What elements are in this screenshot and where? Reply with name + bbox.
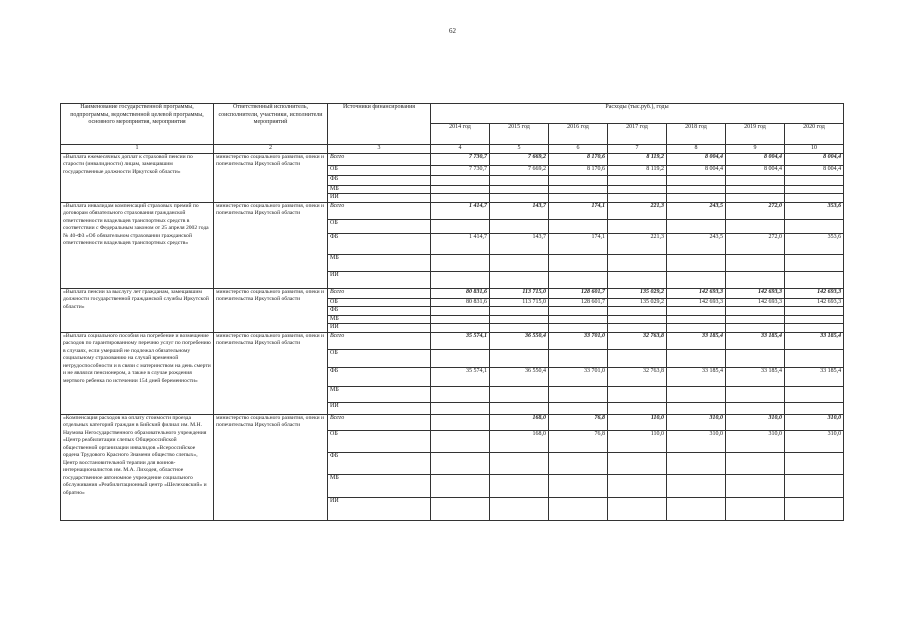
empty-cell: [608, 324, 667, 333]
empty-cell: [785, 194, 844, 203]
page-number: 62: [449, 27, 456, 35]
column-number: 10: [785, 145, 844, 154]
table-row: [61, 153, 844, 165]
empty-cell: [608, 402, 667, 414]
source-value: 33 701,0: [549, 367, 608, 386]
empty-cell: [549, 402, 608, 414]
financing-source: ОБ: [328, 219, 431, 233]
empty-cell: [726, 497, 785, 520]
total-value: 243,5: [667, 202, 726, 219]
total-value: 221,3: [608, 202, 667, 219]
empty-cell: [549, 219, 608, 233]
empty-cell: [608, 349, 667, 367]
total-value: 168,0: [490, 414, 549, 430]
empty-cell: [431, 271, 490, 288]
empty-cell: [667, 307, 726, 316]
source-value: 33 185,4: [726, 367, 785, 386]
empty-cell: [608, 219, 667, 233]
column-number: 8: [667, 145, 726, 154]
financing-source: МБ: [328, 315, 431, 324]
source-value: 32 763,8: [608, 367, 667, 386]
measure-executor: министерство социального развития, опеки и попечительства Иркутской области: [214, 202, 328, 288]
total-value: 128 601,7: [549, 288, 608, 298]
empty-cell: [726, 271, 785, 288]
source-value: 221,3: [608, 233, 667, 254]
col-header-expenses: Расходы (тыс.руб.), годы: [431, 104, 844, 124]
empty-cell: [549, 254, 608, 271]
empty-cell: [490, 324, 549, 333]
empty-cell: [785, 452, 844, 474]
total-value: 310,0: [785, 414, 844, 430]
financing-source: ОБ: [328, 430, 431, 452]
empty-cell: [608, 175, 667, 185]
empty-cell: [785, 386, 844, 402]
total-value: 7 730,7: [431, 153, 490, 165]
total-value: [431, 414, 490, 430]
measure-executor: министерство социального развития, опеки и попечительства Иркутской области: [214, 153, 328, 202]
source-value: 128 601,7: [549, 298, 608, 307]
financing-source: ИИ: [328, 497, 431, 520]
source-value: 142 693,3: [726, 298, 785, 307]
total-value: 8 170,6: [549, 153, 608, 165]
table-row: [61, 414, 844, 430]
total-value: 110,0: [608, 414, 667, 430]
total-value: 8 004,4: [667, 153, 726, 165]
total-value: 33 185,4: [785, 332, 844, 349]
total-value: 113 715,0: [490, 288, 549, 298]
financing-source: ФБ: [328, 233, 431, 254]
empty-cell: [726, 315, 785, 324]
measure-executor: министерство социального развития, опеки и попечительства Иркутской области: [214, 288, 328, 332]
source-value: 76,8: [549, 430, 608, 452]
source-value: 310,0: [726, 430, 785, 452]
empty-cell: [431, 307, 490, 316]
empty-cell: [431, 474, 490, 497]
empty-cell: [667, 315, 726, 324]
year-header: 2018 год: [667, 124, 726, 145]
empty-cell: [608, 254, 667, 271]
empty-cell: [726, 175, 785, 185]
measure-name: «Выплата социального пособия на погребение и возмещение расходов по гарантированному перечню услуг по погребению в случаях, если умерший не подлежал обязательному социальному страхованию на случай временной нетрудоспособности и в связи с материнством на день смерти и не являлся пенсионером, а также в случае рождения мертвого ребенка по истечении 154 дней беременности»: [61, 332, 214, 414]
total-value: 33 185,4: [667, 332, 726, 349]
financing-source: Всего: [328, 332, 431, 349]
empty-cell: [431, 315, 490, 324]
empty-cell: [726, 474, 785, 497]
empty-cell: [490, 219, 549, 233]
financing-source: ОБ: [328, 349, 431, 367]
source-value: 243,5: [667, 233, 726, 254]
empty-cell: [490, 497, 549, 520]
col-header-source: Источники финансирования: [328, 104, 431, 145]
financing-source: ИИ: [328, 194, 431, 203]
empty-cell: [785, 497, 844, 520]
financing-source: ИИ: [328, 402, 431, 414]
total-value: 33 701,0: [549, 332, 608, 349]
total-value: 135 029,2: [608, 288, 667, 298]
empty-cell: [431, 254, 490, 271]
empty-cell: [431, 219, 490, 233]
measure-name: «Выплата пенсии за выслугу лет гражданам, замещавшим должности государственной гражданской службы Иркутской области»: [61, 288, 214, 332]
total-value: 353,6: [785, 202, 844, 219]
total-value: 8 004,4: [726, 153, 785, 165]
financing-source: ФБ: [328, 175, 431, 185]
empty-cell: [667, 349, 726, 367]
financing-source: ФБ: [328, 307, 431, 316]
empty-cell: [726, 349, 785, 367]
total-value: 80 831,6: [431, 288, 490, 298]
empty-cell: [667, 474, 726, 497]
table-row: [61, 202, 844, 219]
financing-source: МБ: [328, 474, 431, 497]
table-row: [61, 332, 844, 349]
empty-cell: [667, 175, 726, 185]
empty-cell: [490, 349, 549, 367]
empty-cell: [490, 452, 549, 474]
empty-cell: [549, 497, 608, 520]
empty-cell: [549, 185, 608, 194]
year-header: 2017 год: [608, 124, 667, 145]
empty-cell: [667, 219, 726, 233]
empty-cell: [431, 452, 490, 474]
empty-cell: [667, 185, 726, 194]
total-value: 33 185,4: [726, 332, 785, 349]
empty-cell: [608, 315, 667, 324]
empty-cell: [431, 349, 490, 367]
empty-cell: [726, 185, 785, 194]
empty-cell: [431, 185, 490, 194]
source-value: 33 185,4: [785, 367, 844, 386]
source-value: 113 715,0: [490, 298, 549, 307]
total-value: 143,7: [490, 202, 549, 219]
column-number: 7: [608, 145, 667, 154]
financing-source: МБ: [328, 254, 431, 271]
empty-cell: [490, 175, 549, 185]
source-value: 110,0: [608, 430, 667, 452]
empty-cell: [785, 474, 844, 497]
measure-name: «Выплата ежемесячных доплат к страховой пенсии по старости (инвалидности) лицам, замещавшим государственные должности Иркутской области»: [61, 153, 214, 202]
source-value: 168,0: [490, 430, 549, 452]
empty-cell: [785, 315, 844, 324]
empty-cell: [549, 175, 608, 185]
measure-executor: министерство социального развития, опеки и попечительства Иркутской области: [214, 332, 328, 414]
year-header: 2014 год: [431, 124, 490, 145]
source-value: 353,6: [785, 233, 844, 254]
total-value: 174,1: [549, 202, 608, 219]
empty-cell: [431, 497, 490, 520]
measure-executor: министерство социального развития, опеки и попечительства Иркутской области: [214, 414, 328, 520]
total-value: 8 119,2: [608, 153, 667, 165]
financing-source: Всего: [328, 153, 431, 165]
source-value: 36 550,4: [490, 367, 549, 386]
total-value: 36 550,4: [490, 332, 549, 349]
measure-name: «Выплата инвалидам компенсаций страховых премий по договорам обязательного страхования гражданской ответственности владельцев транспортных средств в соответствии с Федеральным законом от 25 апреля 2002 года № 40-ФЗ «Об обязательном страховании гражданской ответственности владельцев транспортных средств»: [61, 202, 214, 288]
empty-cell: [549, 194, 608, 203]
column-number: 4: [431, 145, 490, 154]
column-number: 1: [61, 145, 214, 154]
total-value: 142 693,3: [667, 288, 726, 298]
total-value: 272,0: [726, 202, 785, 219]
empty-cell: [726, 194, 785, 203]
total-value: 8 004,4: [785, 153, 844, 165]
year-header: 2016 год: [549, 124, 608, 145]
source-value: 135 029,2: [608, 298, 667, 307]
column-number: 3: [328, 145, 431, 154]
total-value: 32 763,8: [608, 332, 667, 349]
total-value: 35 574,1: [431, 332, 490, 349]
column-number: 5: [490, 145, 549, 154]
source-value: [431, 430, 490, 452]
table-row: [61, 288, 844, 298]
empty-cell: [431, 402, 490, 414]
empty-cell: [785, 349, 844, 367]
empty-cell: [726, 402, 785, 414]
source-value: 174,1: [549, 233, 608, 254]
total-value: 310,0: [667, 414, 726, 430]
empty-cell: [549, 386, 608, 402]
year-header: 2020 год: [785, 124, 844, 145]
measure-name: «Компенсация расходов на оплату стоимости проезда отдельных категорий граждан в Бийский филиал им. М.Н. Наумова Негосударственного образовательного учреждения «Центр реабилитации слепых Общероссийской общественной организации инвалидов «Всероссийское ордена Трудового Красного Знамени общество слепых», Центр восстановительной терапии для воинов-интернационалистов им. М.А. Лиходея, областное государственное автономное учреждение социального обслуживания «Реабилитационный центр «Шелеховский» и обратно»: [61, 414, 214, 520]
empty-cell: [726, 386, 785, 402]
empty-cell: [785, 175, 844, 185]
empty-cell: [726, 324, 785, 333]
financing-source: ФБ: [328, 452, 431, 474]
empty-cell: [608, 194, 667, 203]
source-value: 143,7: [490, 233, 549, 254]
financing-source: ФБ: [328, 367, 431, 386]
empty-cell: [549, 307, 608, 316]
column-number: 9: [726, 145, 785, 154]
empty-cell: [667, 402, 726, 414]
source-value: 35 574,1: [431, 367, 490, 386]
empty-cell: [490, 315, 549, 324]
empty-cell: [667, 271, 726, 288]
empty-cell: [608, 271, 667, 288]
source-value: 7 669,2: [490, 165, 549, 175]
financing-source: Всего: [328, 288, 431, 298]
source-value: 310,0: [785, 430, 844, 452]
column-number: 2: [214, 145, 328, 154]
empty-cell: [549, 349, 608, 367]
empty-cell: [490, 185, 549, 194]
financing-source: ОБ: [328, 298, 431, 307]
source-value: 8 004,4: [667, 165, 726, 175]
empty-cell: [431, 386, 490, 402]
source-value: 1 414,7: [431, 233, 490, 254]
financing-source: ИИ: [328, 271, 431, 288]
source-value: 8 119,2: [608, 165, 667, 175]
total-value: 1 414,7: [431, 202, 490, 219]
empty-cell: [608, 307, 667, 316]
empty-cell: [608, 452, 667, 474]
empty-cell: [490, 254, 549, 271]
total-value: 7 669,2: [490, 153, 549, 165]
empty-cell: [785, 307, 844, 316]
empty-cell: [490, 271, 549, 288]
financing-source: ОБ: [328, 165, 431, 175]
empty-cell: [549, 474, 608, 497]
empty-cell: [726, 452, 785, 474]
financing-source: Всего: [328, 202, 431, 219]
source-value: 8 170,6: [549, 165, 608, 175]
empty-cell: [608, 474, 667, 497]
empty-cell: [726, 219, 785, 233]
empty-cell: [549, 324, 608, 333]
empty-cell: [785, 219, 844, 233]
empty-cell: [490, 307, 549, 316]
col-header-name: Наименование государственной программы, подпрограммы, ведомственной целевой программы, основного мероприятия, мероприятия: [61, 104, 214, 145]
empty-cell: [490, 194, 549, 203]
empty-cell: [490, 402, 549, 414]
source-value: 8 004,4: [726, 165, 785, 175]
source-value: 310,0: [667, 430, 726, 452]
year-header: 2015 год: [490, 124, 549, 145]
empty-cell: [667, 194, 726, 203]
empty-cell: [667, 324, 726, 333]
empty-cell: [726, 254, 785, 271]
year-header: 2019 год: [726, 124, 785, 145]
empty-cell: [785, 271, 844, 288]
financing-source: Всего: [328, 414, 431, 430]
empty-cell: [785, 324, 844, 333]
total-value: 142 693,3: [785, 288, 844, 298]
source-value: 272,0: [726, 233, 785, 254]
expenses-table: [60, 103, 844, 521]
empty-cell: [785, 402, 844, 414]
source-value: 7 730,7: [431, 165, 490, 175]
empty-cell: [549, 315, 608, 324]
empty-cell: [431, 194, 490, 203]
financing-source: МБ: [328, 185, 431, 194]
empty-cell: [785, 254, 844, 271]
source-value: 142 693,3: [785, 298, 844, 307]
total-value: 76,8: [549, 414, 608, 430]
empty-cell: [431, 324, 490, 333]
total-value: 310,0: [726, 414, 785, 430]
empty-cell: [667, 254, 726, 271]
empty-cell: [490, 386, 549, 402]
empty-cell: [608, 497, 667, 520]
source-value: 8 004,4: [785, 165, 844, 175]
empty-cell: [549, 271, 608, 288]
empty-cell: [667, 497, 726, 520]
col-header-executor: Ответственный исполнитель, соисполнители, участники, исполнители мероприятий: [214, 104, 328, 145]
empty-cell: [667, 386, 726, 402]
column-number: 6: [549, 145, 608, 154]
empty-cell: [431, 175, 490, 185]
empty-cell: [490, 474, 549, 497]
financing-source: ИИ: [328, 324, 431, 333]
source-value: 80 831,6: [431, 298, 490, 307]
empty-cell: [608, 386, 667, 402]
empty-cell: [785, 185, 844, 194]
financing-source: МБ: [328, 386, 431, 402]
empty-cell: [608, 185, 667, 194]
empty-cell: [726, 307, 785, 316]
source-value: 142 693,3: [667, 298, 726, 307]
total-value: 142 693,3: [726, 288, 785, 298]
empty-cell: [667, 452, 726, 474]
source-value: 33 185,4: [667, 367, 726, 386]
empty-cell: [549, 452, 608, 474]
